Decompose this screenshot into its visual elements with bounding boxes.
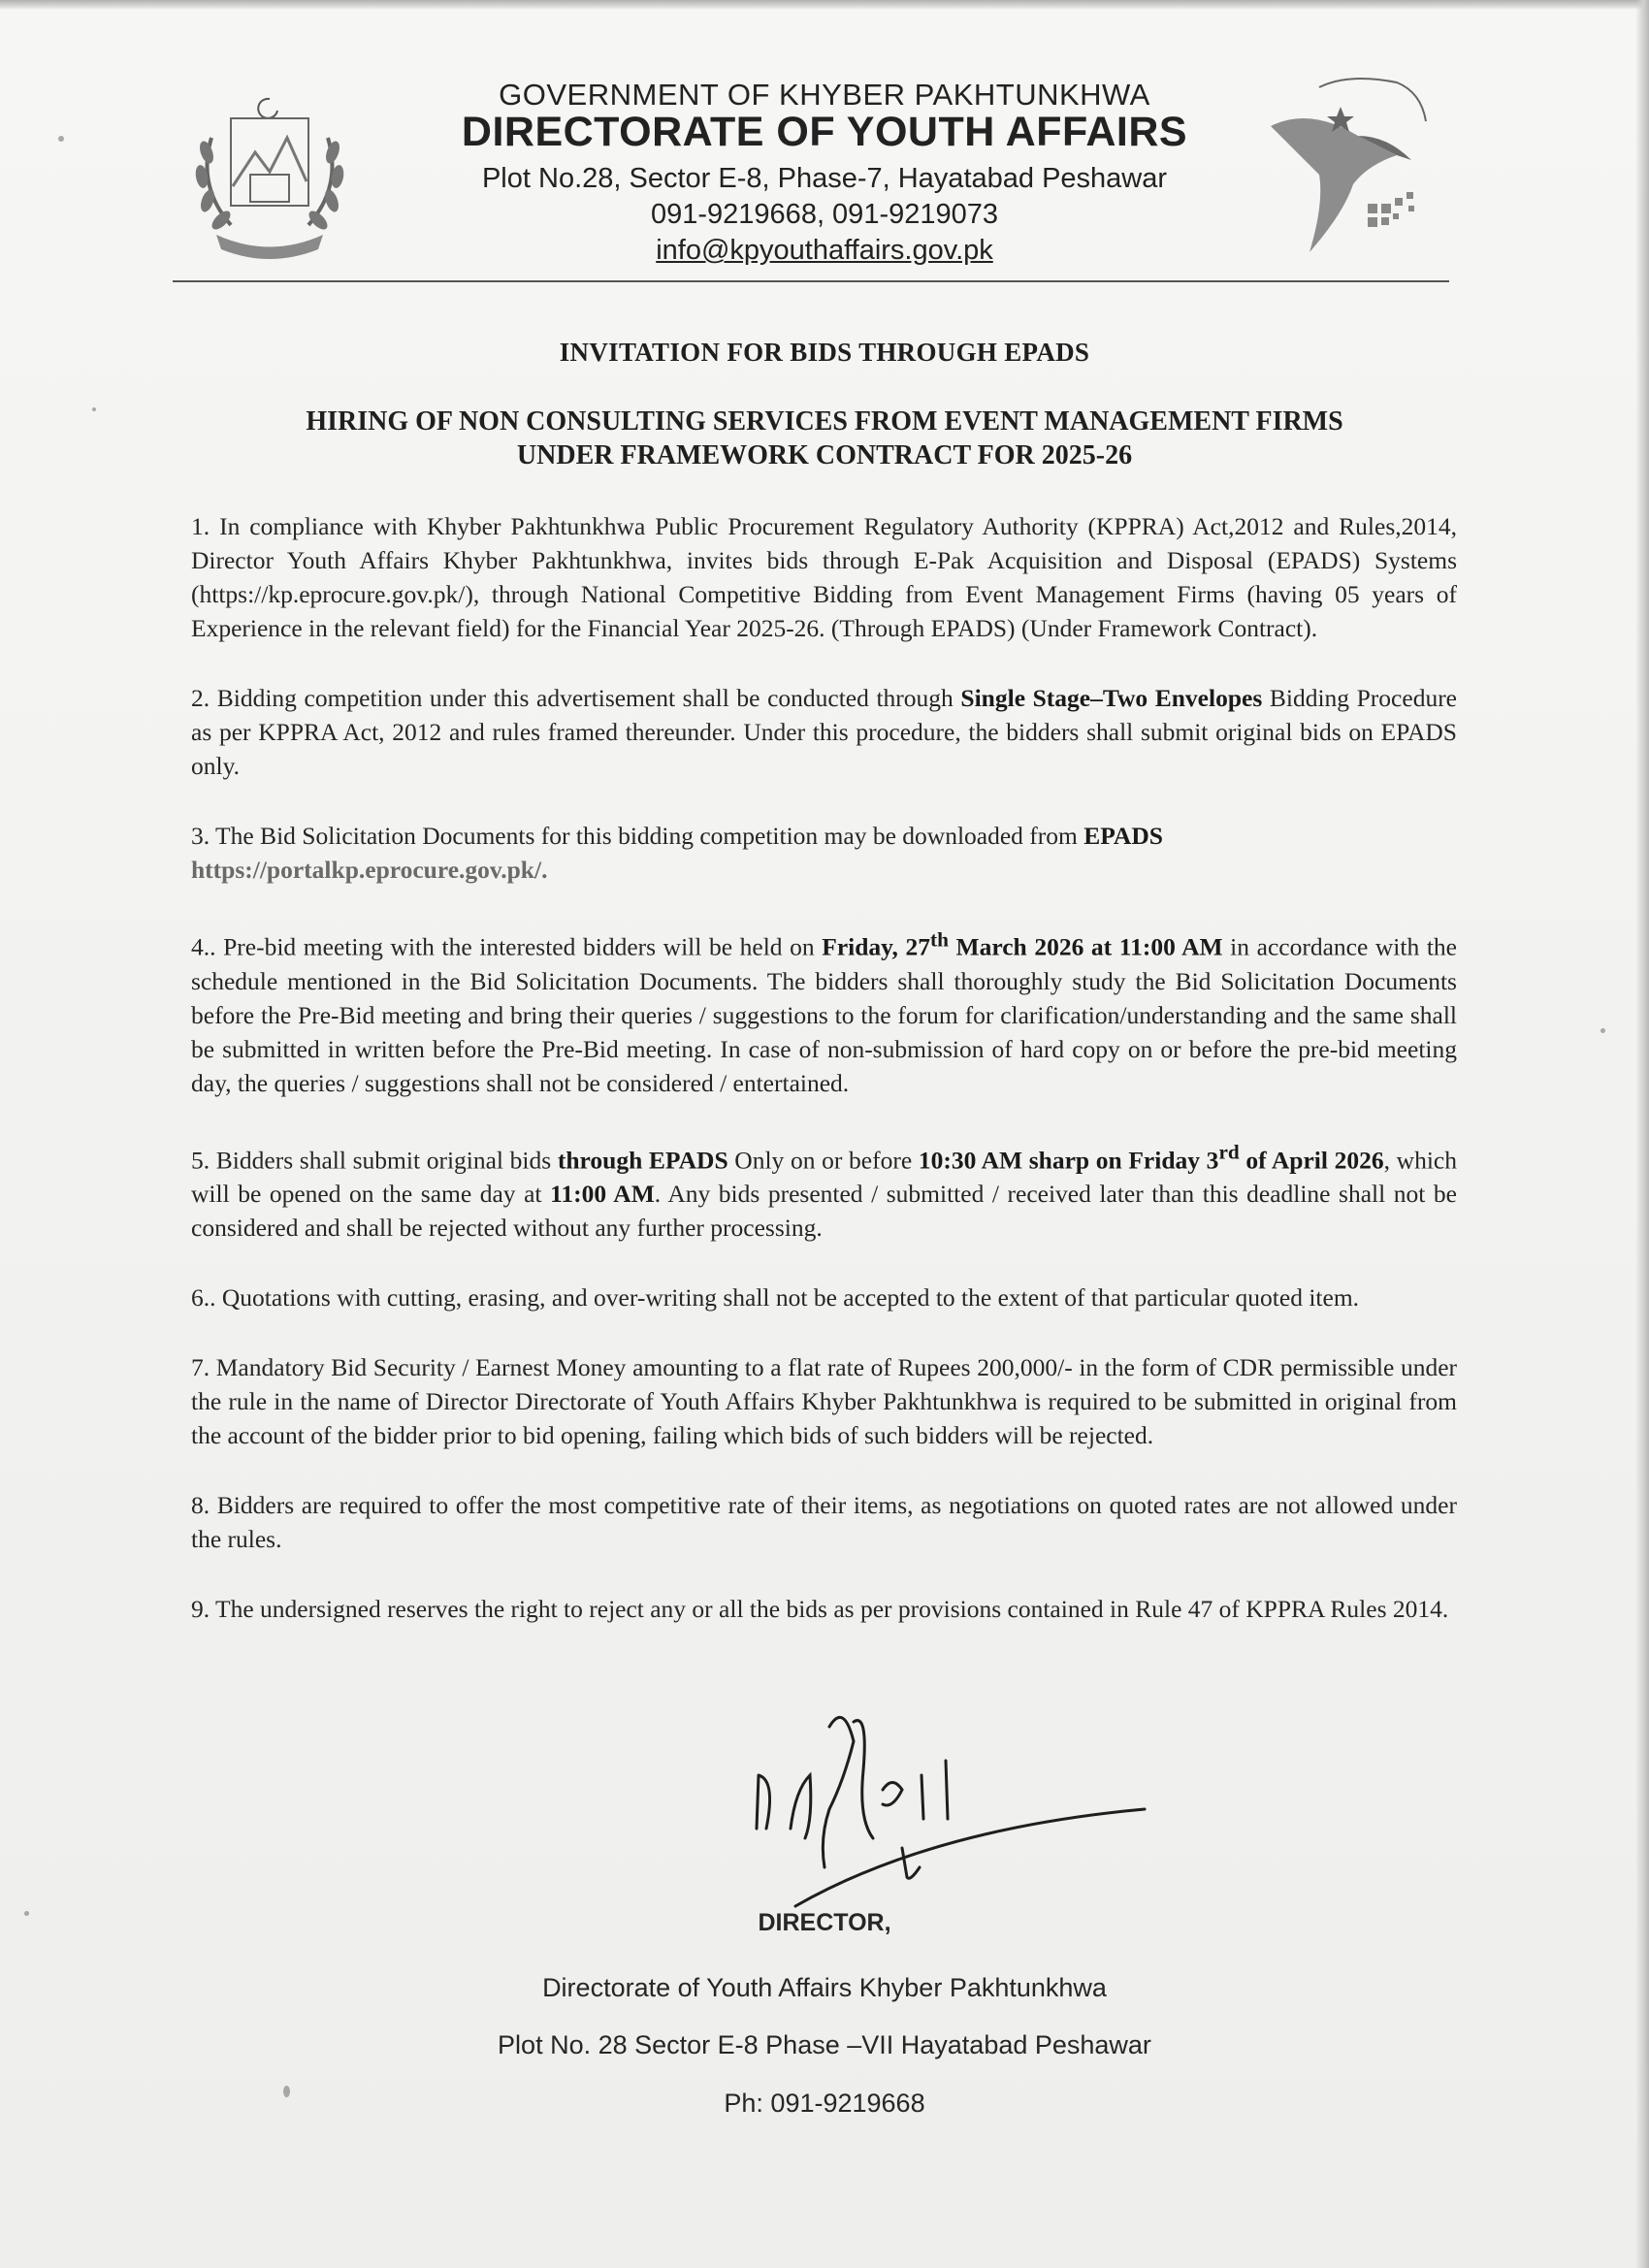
body-paragraphs	[191, 509, 1457, 1662]
paragraph-3	[191, 819, 1457, 887]
paragraph-9: 9. The undersigned reserves the right to reject any or all the bids as per provisions contained in Rule 47 of KPPRA Rules 2014.	[191, 1595, 1449, 1623]
letterhead-address: Plot No.28, Sector E-8, Phase-7, Hayatabad Peshawar	[481, 163, 1168, 194]
scan-right-edge	[1635, 0, 1649, 2268]
paragraph-6: 6.. Quotations with cutting, erasing, and over-writing shall not be accepted to the extent of that particular quoted item.	[191, 1283, 1360, 1312]
document-title: INVITATION FOR BIDS THROUGH EPADS	[559, 338, 1090, 367]
subtitle-line-1: HIRING OF NON CONSULTING SERVICES FROM EVENT MANAGEMENT FIRMS	[306, 406, 1343, 437]
p3-url[interactable]: https://portalkp.eprocure.gov.pk/.	[191, 856, 548, 884]
signatory-phone: Ph: 091-9219668	[724, 2089, 925, 2118]
youth-affairs-eagle-logo-icon	[1251, 68, 1445, 262]
signatory-organization: Directorate of Youth Affairs Khyber Pakhtunkhwa	[542, 1973, 1107, 2002]
p5-bold-3: of April 2026	[1239, 1146, 1384, 1174]
p4-sup: th	[930, 927, 949, 951]
p3-bold: EPADS	[1083, 822, 1163, 850]
paragraph-4	[191, 923, 1457, 1100]
scan-speck	[58, 136, 64, 142]
letterhead-divider	[173, 280, 1449, 282]
paragraph-1: 1. In compliance with Khyber Pakhtunkhwa Public Procurement Regulatory Authority (KPPRA) Act,2012 and Rules,2014, Director Youth Affairs Khyber Pakhtunkhwa, invites bids through E-Pak Acquisition and Disposal (EPADS) Systems (https://kp.eprocure.gov.pk/), through National Competitive Bidding from Event Management Firms (having 05 years of Experience in the relevant field) for the Financial Year 2025-26. (Through EPADS) (Under Framework Contract).	[191, 512, 1457, 642]
p5-sup: rd	[1218, 1140, 1240, 1164]
p2-bold: Single Stage–Two Envelopes	[960, 684, 1263, 712]
p5-bold-4: 11:00 AM	[550, 1180, 655, 1208]
p4-text-a: 4.. Pre-bid meeting with the interested bidders will be held on	[191, 932, 823, 961]
kp-government-emblem-icon	[173, 80, 367, 264]
scan-top-edge	[0, 0, 1649, 10]
p4-text-c: in accordance with the schedule mentioned in the Bid Solicitation Documents. The bidders shall thoroughly study the Bid Solicitation Documents before the Pre-Bid meeting and bring their queries / suggestions to the forum for clarification/understanding and the same shall be submitted in written before the Pre-Bid meeting. In case of non-submission of hard copy on or before the pre-bid meeting day, the queries / suggestions shall not be considered / entertained.	[191, 932, 1457, 1097]
p2-text-c: Bidding Procedure as per KPPRA Act, 2012 and rules framed thereunder. Under this procedure, the bidders shall submit original bids on EPADS only.	[191, 684, 1457, 780]
handwritten-signature	[737, 1683, 1164, 1935]
scan-speck	[283, 2086, 290, 2097]
letterhead-directorate: DIRECTORATE OF YOUTH AFFAIRS	[461, 109, 1188, 155]
letterhead-phones: 091-9219668, 091-9219073	[651, 199, 998, 230]
p5-text-e: . Any bids presented / submitted / received later than this deadline shall not be considered and shall be rejected without any further processing.	[191, 1180, 1457, 1242]
document-subtitle	[194, 405, 1455, 472]
p5-bold-2: 10:30 AM sharp on Friday 3	[918, 1146, 1219, 1174]
p2-text-a: 2. Bidding competition under this advertisement shall be conducted through	[191, 684, 961, 712]
paragraph-7: 7. Mandatory Bid Security / Earnest Money amounting to a flat rate of Rupees 200,000/- in the form of CDR permissible under the rule in the name of Director Directorate of Youth Affairs Khyber Pakhtunkhwa is required to be submitted in original from the account of the bidder prior to bid opening, failing which bids of such bidders will be rejected.	[191, 1353, 1457, 1449]
p5-text-a: 5. Bidders shall submit original bids	[191, 1146, 558, 1174]
scan-speck	[24, 1911, 29, 1916]
p5-bold-1: through EPADS	[557, 1146, 728, 1174]
scan-speck	[92, 407, 96, 411]
p3-text-a: 3. The Bid Solicitation Documents for this bidding competition may be downloaded from	[191, 822, 1084, 850]
p4-bold-2: March 2026 at 11:00 AM	[948, 932, 1223, 961]
p4-bold-1: Friday, 27	[822, 932, 931, 961]
paragraph-8: 8. Bidders are required to offer the most competitive rate of their items, as negotiations on quoted rates are not allowed under the rules.	[191, 1491, 1457, 1553]
p5-text-d: , which will be opened on the same day at	[191, 1146, 1457, 1208]
signatory-title: DIRECTOR,	[758, 1909, 891, 1936]
subtitle-line-2: UNDER FRAMEWORK CONTRACT FOR 2025-26	[516, 440, 1133, 470]
signatory-address: Plot No. 28 Sector E-8 Phase –VII Hayatabad Peshawar	[498, 2030, 1151, 2059]
paragraph-2	[191, 681, 1457, 783]
letterhead-government: GOVERNMENT OF KHYBER PAKHTUNKHWA	[499, 78, 1150, 112]
letterhead-email[interactable]: info@kpyouthaffairs.gov.pk	[656, 235, 993, 266]
paragraph-5	[191, 1136, 1457, 1246]
p5-text-c: Only on or before	[728, 1146, 919, 1174]
scan-speck	[1600, 1028, 1605, 1033]
